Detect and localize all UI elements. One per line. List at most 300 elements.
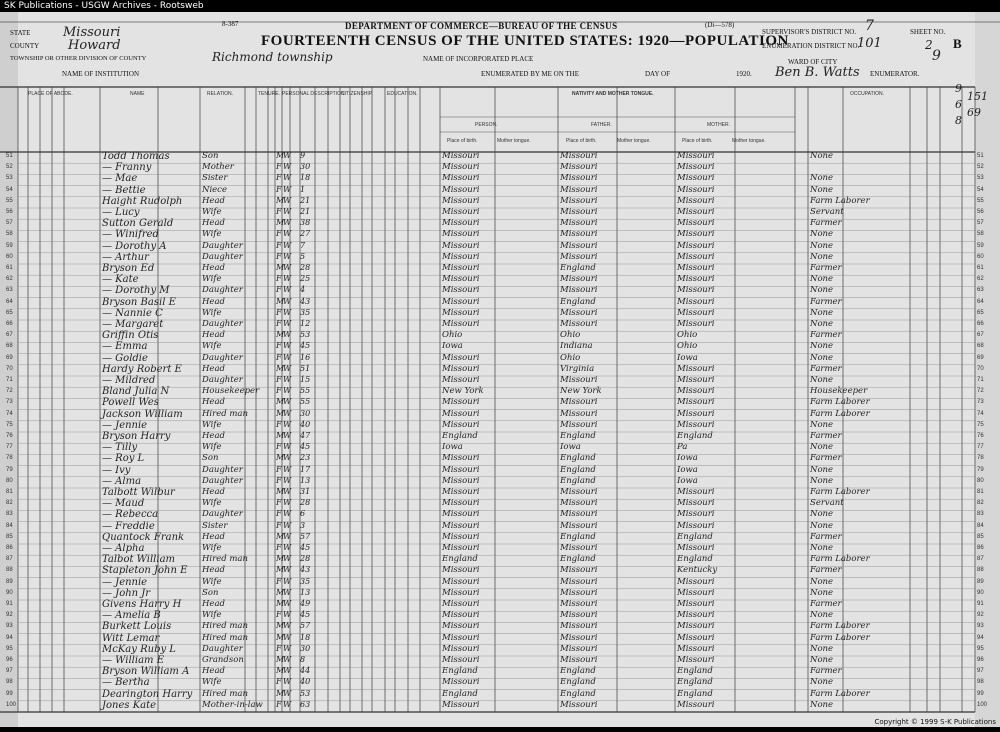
cell-birth: Missouri (442, 184, 480, 195)
col-tongue-person: Mother tongue. (497, 138, 531, 144)
line-number: 74 (6, 410, 13, 417)
cell-fb: Iowa (560, 442, 581, 453)
cell-fb: Missouri (560, 610, 598, 621)
cell-name: — Lucy (102, 207, 140, 218)
township-value: Richmond township (212, 50, 333, 64)
cell-age: 9 (300, 151, 306, 160)
cell-rel: Wife (202, 274, 222, 285)
cell-sex: F (276, 207, 282, 216)
cell-sex: M (276, 632, 285, 642)
cell-sex: M (276, 621, 285, 631)
margin-code: 151 (967, 90, 988, 103)
cell-mb: England (677, 677, 713, 688)
cell-rel: Head (202, 531, 225, 542)
cell-mb: Missouri (677, 195, 715, 206)
cell-birth: England (442, 666, 478, 677)
line-number: 74 (977, 410, 984, 417)
line-number: 87 (977, 556, 984, 563)
cell-rel: Wife (202, 677, 222, 688)
cell-rel: Hired man (202, 688, 248, 699)
cell-sex: M (276, 599, 285, 608)
line-number: 52 (977, 164, 984, 171)
cell-birth: Missouri (442, 453, 480, 464)
cell-birth: Ohio (442, 330, 463, 341)
line-number: 61 (977, 265, 984, 271)
cell-name: Todd Thomas (102, 151, 170, 162)
cell-rel: Wife (202, 207, 222, 217)
cell-birth: Missouri (442, 363, 480, 374)
cell-race: W (283, 621, 292, 631)
cell-fb: Missouri (560, 229, 598, 240)
cell-age: 55 (300, 397, 311, 407)
line-number: 69 (977, 354, 984, 361)
institution-label: NAME OF INSTITUTION (62, 70, 139, 78)
cell-sex: F (276, 386, 282, 396)
cell-rel: Sister (202, 173, 228, 184)
cell-name: — Tilly (102, 442, 138, 454)
cell-fb: Missouri (560, 587, 598, 598)
cell-mb: Kentucky (677, 565, 718, 576)
cell-rel: Son (202, 587, 219, 598)
cell-name: Powell Wes (102, 397, 159, 409)
col-pob-mother: Place of birth. (682, 138, 713, 144)
cell-name: — Jennie (102, 576, 148, 588)
line-number: 75 (6, 421, 13, 428)
sheet-letter: B (953, 36, 962, 51)
cell-fb: Missouri (560, 419, 598, 430)
line-number: 92 (977, 612, 984, 619)
cell-mb: Missouri (677, 296, 715, 307)
line-number: 68 (6, 343, 13, 350)
cell-fb: Missouri (560, 543, 598, 553)
cell-age: 18 (300, 632, 311, 642)
cell-birth: Missouri (442, 195, 480, 206)
cell-sex: F (276, 173, 282, 183)
cell-name: — John Jr (102, 587, 151, 599)
cell-mb: Missouri (677, 162, 715, 173)
cell-birth: Missouri (442, 229, 480, 240)
cell-race: W (283, 363, 292, 373)
cell-name: Jackson William (102, 408, 183, 420)
cell-fb: Ohio (560, 352, 581, 363)
cell-sex: F (276, 274, 282, 284)
cell-sex: F (276, 520, 282, 530)
line-number: 60 (977, 253, 984, 260)
cell-fb: Missouri (560, 162, 598, 173)
cell-birth: Iowa (442, 442, 463, 453)
cell-fb: England (560, 296, 596, 307)
cell-race: W (283, 453, 292, 463)
cell-occ: Farmer (810, 363, 842, 374)
cell-birth: Missouri (442, 419, 480, 430)
col-relation: RELATION. (207, 91, 234, 97)
line-number: 99 (6, 690, 13, 697)
cell-birth: England (442, 554, 478, 565)
cell-sex: F (276, 240, 282, 250)
cell-occ: None (810, 442, 834, 453)
cell-fb: Missouri (560, 699, 598, 710)
cell-occ: Farmer (810, 453, 842, 464)
cell-occ: Farm Laborer (810, 554, 870, 565)
line-number: 53 (977, 175, 984, 182)
cell-fb: Missouri (560, 498, 598, 509)
cell-occ: Farm Laborer (810, 632, 870, 643)
window-title: SK Publications - USGW Archives - Rootsweb (4, 1, 204, 11)
cell-race: W (283, 610, 292, 620)
cell-sex: M (276, 688, 285, 698)
cell-occ: None (810, 419, 834, 430)
cell-sex: F (276, 341, 282, 351)
cell-birth: Missouri (442, 475, 480, 486)
department-line: DEPARTMENT OF COMMERCE—BUREAU OF THE CENSUS (345, 21, 618, 31)
cell-fb: Missouri (560, 643, 598, 654)
line-number: 62 (977, 276, 984, 283)
cell-rel: Daughter (202, 240, 243, 251)
cell-fb: Missouri (560, 487, 598, 497)
cell-mb: Missouri (677, 408, 715, 419)
cell-fb: Missouri (560, 218, 598, 229)
line-number: 80 (977, 477, 984, 484)
line-number: 67 (977, 332, 984, 339)
cell-name: Jones Kate (102, 699, 157, 711)
cell-fb: Missouri (560, 307, 598, 318)
col-person: PERSON. (475, 122, 498, 128)
line-number: 61 (6, 265, 13, 271)
cell-name: — Bettie (102, 184, 146, 196)
cell-age: 31 (300, 487, 311, 496)
cell-birth: Missouri (442, 509, 480, 520)
cell-birth: Missouri (442, 677, 480, 688)
cell-rel: Daughter (202, 475, 243, 486)
cell-birth: Missouri (442, 487, 480, 497)
cell-name: Witt Lemar (102, 632, 160, 644)
cell-mb: Missouri (677, 274, 715, 285)
line-number: 92 (6, 612, 13, 619)
cell-age: 44 (300, 666, 311, 676)
cell-birth: England (442, 688, 478, 699)
cell-occ: None (810, 543, 834, 553)
enumeration-label: ENUMERATION DISTRICT NO. (762, 42, 860, 50)
cell-age: 8 (300, 655, 306, 664)
line-number: 59 (6, 242, 13, 249)
cell-name: — Alma (102, 475, 142, 487)
cell-name: Burkett Louis (102, 621, 172, 633)
cell-sex: F (276, 352, 282, 362)
cell-rel: Hired man (202, 632, 248, 643)
line-number: 78 (977, 455, 984, 462)
cell-name: Haight Rudolph (102, 195, 183, 207)
cell-birth: Missouri (442, 285, 480, 296)
cell-name: — Alpha (102, 543, 145, 554)
line-number: 73 (977, 399, 984, 406)
cell-rel: Daughter (202, 285, 243, 296)
cell-mb: Missouri (677, 173, 715, 184)
line-number: 98 (6, 679, 13, 686)
cell-rel: Mother-in-law (202, 699, 263, 710)
cell-mb: England (677, 531, 713, 542)
cell-race: W (283, 375, 292, 384)
cell-age: 49 (300, 599, 311, 608)
cell-name: Griffin Otis (102, 330, 159, 342)
cell-race: W (283, 285, 292, 295)
cell-fb: England (560, 431, 596, 441)
cell-birth: Missouri (442, 296, 480, 307)
cell-race: W (283, 195, 292, 205)
col-nativity: NATIVITY AND MOTHER TONGUE. (572, 91, 654, 97)
cell-rel: Wife (202, 543, 222, 553)
line-number: 60 (6, 253, 13, 260)
cell-sex: M (276, 587, 285, 597)
cell-name: — Emma (102, 341, 148, 353)
cell-rel: Head (202, 397, 225, 408)
cell-race: W (283, 475, 292, 485)
cell-rel: Head (202, 363, 225, 374)
cell-mb: Missouri (677, 240, 715, 251)
cell-race: W (283, 330, 292, 340)
cell-race: W (283, 251, 292, 261)
col-tenure: TENURE. (258, 91, 280, 97)
cell-age: 57 (300, 621, 311, 631)
cell-rel: Daughter (202, 352, 243, 363)
cell-mb: Missouri (677, 363, 715, 374)
col-education: EDUCATION. (387, 91, 418, 97)
cell-sex: F (276, 576, 282, 586)
cell-race: W (283, 632, 292, 642)
cell-birth: Missouri (442, 464, 480, 475)
county-label: COUNTY (10, 42, 40, 50)
cell-mb: Missouri (677, 386, 715, 397)
cell-name: Bryson Basil E (102, 296, 176, 308)
line-number: 51 (6, 153, 13, 159)
cell-fb: Missouri (560, 408, 598, 419)
cell-sex: F (276, 543, 282, 552)
cell-fb: Missouri (560, 565, 598, 576)
cell-name: Bryson William A (102, 666, 190, 678)
line-number: 91 (977, 601, 984, 607)
line-number: 57 (6, 220, 13, 227)
cell-sex: M (276, 487, 285, 496)
col-father: FATHER. (591, 122, 612, 128)
line-number: 76 (6, 433, 13, 439)
county-value: Howard (68, 38, 121, 53)
cell-occ: None (810, 699, 834, 710)
line-number: 66 (6, 321, 13, 327)
cell-mb: Missouri (677, 285, 715, 296)
cell-rel: Son (202, 453, 219, 464)
cell-mb: Ohio (677, 341, 698, 352)
line-number: 88 (6, 567, 13, 574)
cell-birth: Missouri (442, 543, 480, 553)
cell-mb: Missouri (677, 632, 715, 643)
cell-sex: M (276, 363, 285, 373)
cell-birth: Missouri (442, 655, 480, 665)
cell-age: 40 (300, 419, 311, 429)
cell-sex: M (276, 397, 285, 407)
line-number: 78 (6, 455, 13, 462)
cell-name: — Mildred (102, 375, 156, 386)
cell-mb: Missouri (677, 207, 715, 217)
line-number: 93 (6, 623, 13, 630)
line-number: 89 (977, 578, 984, 585)
col-tongue-mother: Mother tongue. (732, 138, 766, 144)
line-number: 72 (6, 388, 13, 395)
cell-name: — Dorothy A (102, 240, 167, 252)
cell-mb: Missouri (677, 599, 715, 609)
cell-name: — Maud (102, 498, 145, 510)
line-number: 95 (6, 645, 13, 652)
cell-sex: M (276, 296, 285, 306)
cell-birth: Missouri (442, 610, 480, 621)
cell-sex: M (276, 666, 285, 676)
cell-race: W (283, 184, 292, 194)
cell-race: W (283, 498, 292, 508)
cell-mb: Ohio (677, 330, 698, 341)
line-number: 77 (6, 444, 13, 451)
cell-sex: F (276, 251, 282, 261)
line-number: 82 (977, 500, 984, 507)
cell-rel: Mother (202, 162, 234, 173)
line-number: 76 (977, 433, 984, 439)
cell-occ: None (810, 610, 834, 621)
cell-name: — Arthur (102, 251, 149, 263)
cell-race: W (283, 240, 292, 250)
cell-occ: Farmer (810, 599, 842, 609)
cell-age: 38 (300, 218, 311, 228)
cell-birth: Missouri (442, 307, 480, 318)
cell-race: W (283, 487, 292, 496)
supervisor-value: 7 (865, 18, 874, 34)
cell-race: W (283, 397, 292, 407)
line-number: 96 (6, 657, 13, 663)
cell-race: W (283, 307, 292, 317)
cell-fb: Virginia (560, 363, 595, 374)
line-number: 56 (6, 209, 13, 215)
cell-age: 4 (300, 285, 306, 295)
line-number: 100 (6, 701, 17, 708)
cell-name: Quantock Frank (102, 531, 185, 543)
line-number: 85 (6, 533, 13, 540)
cell-occ: None (810, 307, 834, 318)
cell-fb: England (560, 453, 596, 464)
cell-fb: Missouri (560, 632, 598, 643)
cell-rel: Wife (202, 307, 222, 318)
cell-mb: Missouri (677, 509, 715, 520)
cell-mb: Missouri (677, 520, 715, 531)
cell-rel: Daughter (202, 464, 243, 475)
cell-age: 15 (300, 375, 311, 384)
cell-fb: England (560, 464, 596, 475)
cell-rel: Head (202, 330, 225, 341)
cell-age: 45 (300, 543, 311, 552)
line-number: 97 (6, 668, 13, 675)
cell-sex: F (276, 419, 282, 429)
cell-name: — Amelia B (102, 610, 161, 622)
line-number: 58 (977, 231, 984, 238)
cell-occ: None (810, 587, 834, 598)
cell-sex: M (276, 565, 285, 575)
cell-name: Givens Harry H (102, 599, 182, 610)
form-number: 8-387 (222, 20, 239, 28)
cell-rel: Wife (202, 419, 222, 430)
cell-rel: Head (202, 666, 225, 677)
cell-race: W (283, 173, 292, 183)
cell-age: 23 (300, 453, 311, 463)
cell-rel: Housekeeper (202, 386, 260, 397)
cell-age: 45 (300, 341, 311, 351)
cell-birth: Missouri (442, 274, 480, 285)
cell-birth: Missouri (442, 576, 480, 587)
cell-birth: New York (442, 386, 484, 397)
cell-race: W (283, 677, 292, 687)
cell-mb: Missouri (677, 397, 715, 408)
cell-sex: F (276, 319, 282, 328)
cell-mb: Iowa (677, 464, 698, 475)
cell-rel: Wife (202, 610, 222, 621)
cell-race: W (283, 531, 292, 541)
line-number: 96 (977, 657, 984, 663)
cell-sex: M (276, 151, 285, 160)
cell-birth: Missouri (442, 397, 480, 408)
cell-fb: England (560, 554, 596, 565)
cell-sex: F (276, 509, 282, 519)
line-number: 100 (977, 701, 988, 708)
cell-mb: Missouri (677, 251, 715, 262)
line-number: 82 (6, 500, 13, 507)
cell-fb: England (560, 263, 596, 273)
line-number: 87 (6, 556, 13, 563)
margin-code: 8 (955, 114, 962, 127)
cell-birth: Missouri (442, 375, 480, 385)
cell-age: 30 (300, 162, 311, 172)
line-number: 90 (977, 589, 984, 596)
line-number: 63 (6, 287, 13, 294)
cell-occ: None (810, 655, 834, 665)
cell-age: 21 (300, 195, 311, 205)
copyright-notice: Copyright © 1999 S-K Publications (874, 718, 996, 726)
line-number: 63 (977, 287, 984, 294)
cell-name: — Freddie (102, 520, 155, 532)
cell-mb: Missouri (677, 218, 715, 229)
cell-age: 43 (300, 296, 311, 306)
cell-sex: M (276, 218, 285, 228)
cell-age: 21 (300, 207, 311, 216)
cell-sex: M (276, 655, 285, 664)
cell-fb: New York (560, 386, 602, 397)
line-number: 88 (977, 567, 984, 574)
cell-rel: Daughter (202, 319, 243, 329)
cell-race: W (283, 341, 292, 351)
line-number: 71 (6, 377, 13, 383)
cell-rel: Hired man (202, 621, 248, 632)
col-tongue-father: Mother tongue. (617, 138, 651, 144)
cell-occ: Farm Laborer (810, 195, 870, 206)
cell-age: 27 (300, 229, 311, 239)
margin-code: 9 (955, 82, 962, 95)
cell-fb: Missouri (560, 173, 598, 184)
cell-fb: Missouri (560, 319, 598, 329)
cell-mb: Iowa (677, 475, 698, 486)
line-number: 84 (977, 522, 984, 529)
cell-occ: None (810, 677, 834, 688)
line-number: 95 (977, 645, 984, 652)
cell-occ: None (810, 520, 834, 531)
cell-birth: Missouri (442, 587, 480, 598)
cell-name: — Ivy (102, 464, 131, 476)
place-label: NAME OF INCORPORATED PLACE (423, 55, 534, 63)
line-number: 79 (6, 466, 13, 473)
cell-sex: M (276, 408, 285, 418)
col-place-of-abode: PLACE OF ABODE. (28, 91, 73, 97)
